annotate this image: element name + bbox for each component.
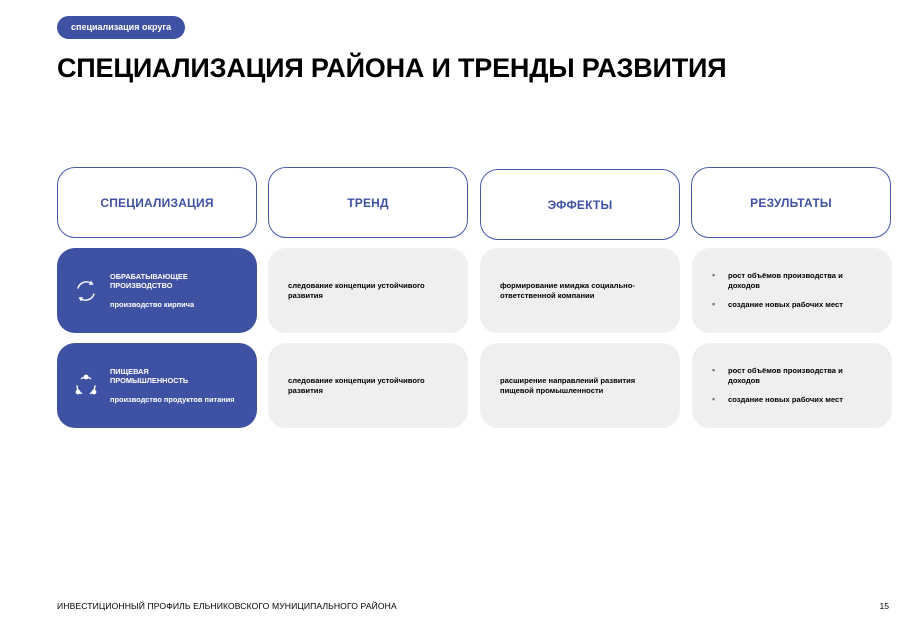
header-results: РЕЗУЛЬТАТЫ xyxy=(691,167,891,238)
specialization-card-food-industry xyxy=(57,343,257,428)
page-number: 15 xyxy=(879,601,889,611)
list-item: • создание новых рабочих мест xyxy=(712,394,843,405)
effect-card: расширение направлений развития пищевой промышленности xyxy=(480,343,680,428)
list-item: • рост объёмов производства и доходов xyxy=(712,270,843,290)
list-item: • создание новых рабочих мест xyxy=(712,299,843,310)
header-trend: ТРЕНД xyxy=(268,167,468,238)
header-specialization: СПЕЦИАЛИЗАЦИЯ xyxy=(57,167,257,238)
specialization-title: ОБРАБАТЫВАЮЩЕЕ ПРОИЗВОДСТВО xyxy=(110,271,188,290)
cycle-arrows-icon xyxy=(73,278,99,304)
trend-card: следование концепции устойчивого развития xyxy=(268,248,468,333)
specialization-title: ПИЩЕВАЯ ПРОМЫШЛЕННОСТЬ xyxy=(110,366,189,385)
trend-card: следование концепции устойчивого развития xyxy=(268,343,468,428)
specialization-card-manufacturing xyxy=(57,248,257,333)
footer-text: ИНВЕСТИЦИОННЫЙ ПРОФИЛЬ ЕЛЬНИКОВСКОГО МУНИЦИПАЛЬНОГО РАЙОНА xyxy=(57,601,397,611)
header-effects: ЭФФЕКТЫ xyxy=(480,169,680,240)
effect-card: формирование имиджа социально-ответственной компании xyxy=(480,248,680,333)
results-card xyxy=(692,343,892,428)
list-item: • рост объёмов производства и доходов xyxy=(712,365,843,385)
section-badge: специализация округа xyxy=(57,16,185,39)
cycle-dots-icon xyxy=(73,373,99,399)
page-title: СПЕЦИАЛИЗАЦИЯ РАЙОНА И ТРЕНДЫ РАЗВИТИЯ xyxy=(57,53,727,83)
specialization-subtitle: производство кирпича xyxy=(110,300,195,310)
specialization-subtitle: производство продуктов питания xyxy=(110,395,235,405)
results-card xyxy=(692,248,892,333)
